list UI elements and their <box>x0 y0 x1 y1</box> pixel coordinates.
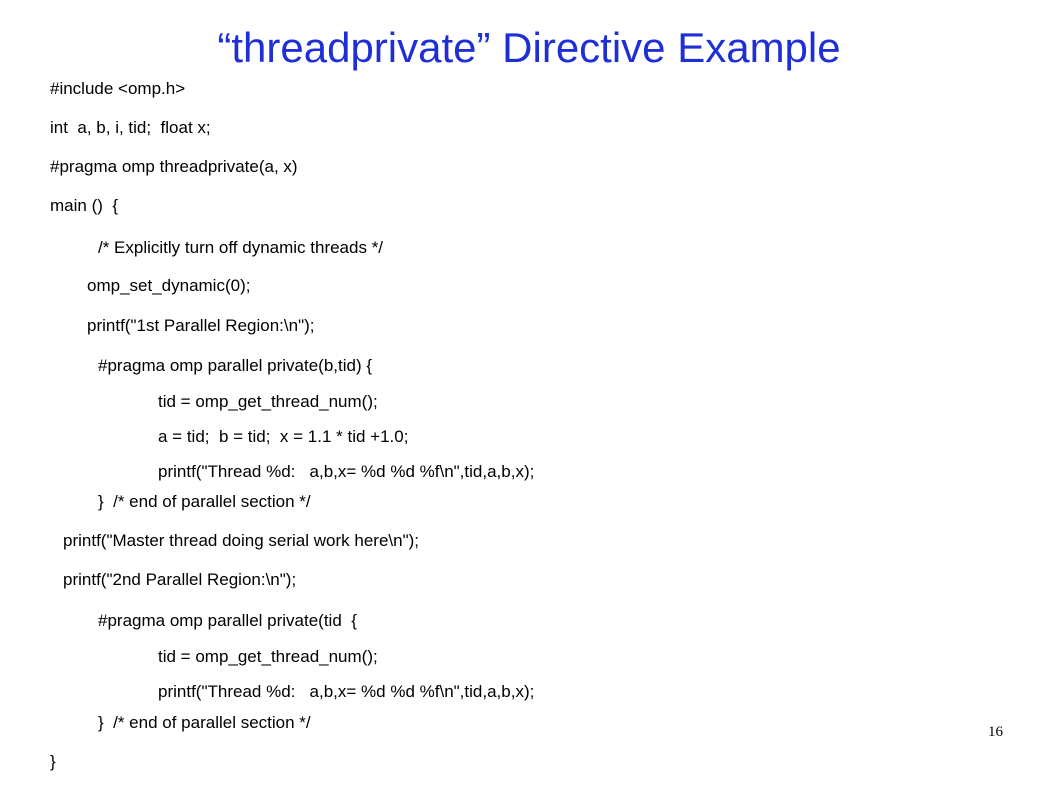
code-line: } <box>50 752 56 771</box>
code-line: printf("Thread %d: a,b,x= %d %d %f\n",tid,a,b,x); <box>158 682 535 701</box>
code-line: printf("Thread %d: a,b,x= %d %d %f\n",tid,a,b,x); <box>158 462 535 481</box>
code-line: #include <omp.h> <box>50 79 186 98</box>
code-line: omp_set_dynamic(0); <box>87 276 251 295</box>
code-line: #pragma omp parallel private(tid { <box>98 611 357 630</box>
code-line: printf("1st Parallel Region:\n"); <box>87 316 315 335</box>
code-line: main () { <box>50 196 119 215</box>
code-line: tid = omp_get_thread_num(); <box>158 647 378 666</box>
code-line: } /* end of parallel section */ <box>98 492 311 511</box>
page-number: 16 <box>988 724 1003 740</box>
code-line: #pragma omp threadprivate(a, x) <box>50 157 298 176</box>
code-line: tid = omp_get_thread_num(); <box>158 392 378 411</box>
code-line: int a, b, i, tid; float x; <box>50 118 211 137</box>
code-line: } /* end of parallel section */ <box>98 713 311 732</box>
code-line: a = tid; b = tid; x = 1.1 * tid +1.0; <box>158 427 409 446</box>
code-line: printf("Master thread doing serial work here\n"); <box>63 531 419 550</box>
code-line: printf("2nd Parallel Region:\n"); <box>63 570 297 589</box>
slide-title: “threadprivate” Directive Example <box>217 24 841 71</box>
code-line: #pragma omp parallel private(b,tid) { <box>98 356 373 375</box>
code-line: /* Explicitly turn off dynamic threads */ <box>98 238 384 257</box>
